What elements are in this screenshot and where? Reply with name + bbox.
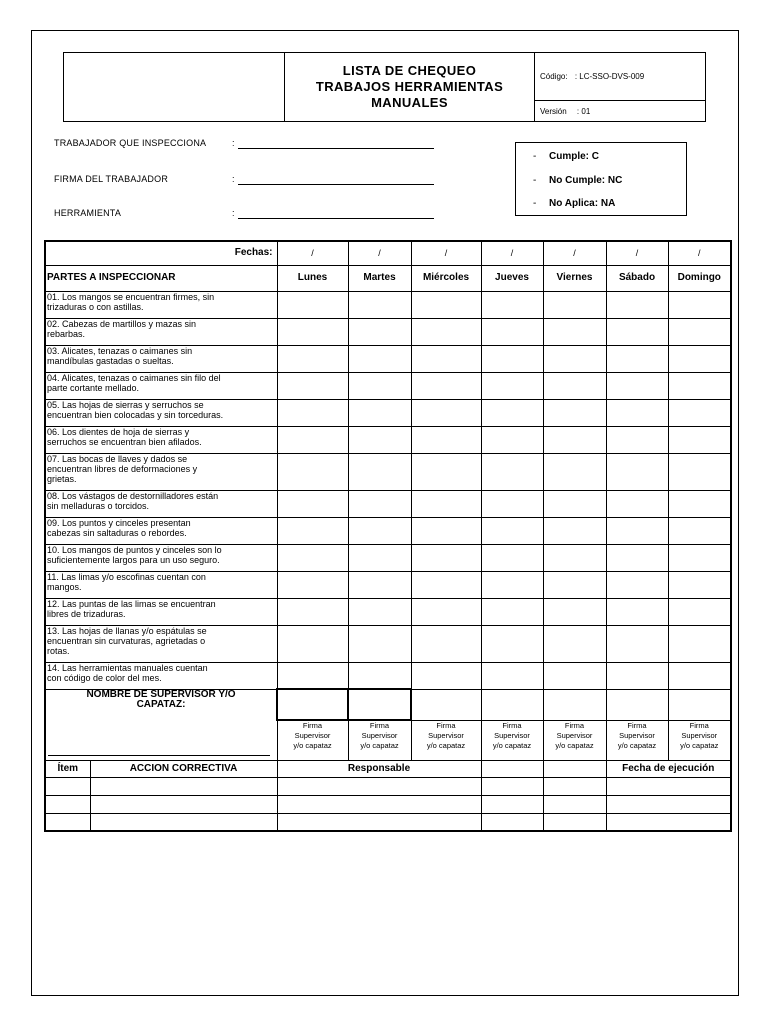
accion-fecha-cell[interactable] (606, 777, 731, 795)
table-row (45, 490, 731, 517)
check-cell[interactable] (348, 291, 411, 318)
firma-cell (481, 720, 543, 760)
accion-extra-cell[interactable] (543, 795, 606, 813)
supervisor-row (45, 689, 731, 720)
title-line-3: MANUALES (371, 95, 448, 110)
item-text (45, 598, 277, 625)
check-cell[interactable] (411, 490, 481, 517)
accion-row (45, 795, 731, 813)
check-cell[interactable] (606, 544, 668, 571)
check-cell[interactable] (277, 399, 348, 426)
check-cell[interactable] (277, 318, 348, 345)
empty-header (481, 760, 543, 777)
check-cell[interactable] (543, 598, 606, 625)
check-cell[interactable] (348, 453, 411, 490)
accion-item-cell[interactable] (45, 777, 90, 795)
check-cell[interactable] (411, 517, 481, 544)
accion-extra-cell[interactable] (481, 813, 543, 831)
table-row (45, 399, 731, 426)
check-cell[interactable] (668, 571, 731, 598)
check-cell[interactable] (668, 598, 731, 625)
check-cell[interactable] (348, 345, 411, 372)
firma-text: Supervisor (294, 731, 331, 740)
table-row (45, 571, 731, 598)
check-cell[interactable] (411, 291, 481, 318)
accion-item-cell[interactable] (45, 795, 90, 813)
check-cell[interactable] (348, 318, 411, 345)
item-line: 09. Los puntos y cinceles presentan (47, 517, 191, 528)
field-herramienta[interactable] (54, 208, 454, 222)
version-label: Versión (540, 106, 567, 116)
legend-cumple (533, 151, 599, 162)
check-cell[interactable] (411, 544, 481, 571)
item-line: 08. Los vástagos de destornilladores están (47, 490, 219, 501)
item-line: 06. Los dientes de hoja de sierras y (47, 426, 190, 437)
check-cell[interactable] (668, 399, 731, 426)
form-title (285, 53, 535, 122)
firma-cell (606, 720, 668, 760)
item-line: 12. Las puntas de las limas se encuentran (47, 598, 216, 609)
check-cell[interactable] (668, 426, 731, 453)
firma-text: Supervisor (681, 730, 718, 740)
inspection-table (44, 240, 732, 832)
check-cell[interactable] (668, 517, 731, 544)
check-cell[interactable] (606, 490, 668, 517)
fecha-ejecucion-header: Fecha de ejecución (606, 760, 731, 777)
check-cell[interactable] (606, 571, 668, 598)
accion-extra-cell[interactable] (543, 813, 606, 831)
title-line-1: LISTA DE CHEQUEO (342, 63, 477, 78)
supervisor-sign-cell[interactable] (411, 689, 481, 720)
field-trabajador[interactable] (54, 138, 454, 152)
check-cell[interactable] (277, 453, 348, 490)
field-herramienta-line[interactable] (238, 218, 434, 219)
table-row (45, 291, 731, 318)
item-text (45, 426, 277, 453)
item-line: encuentran libres de deformaciones y (47, 463, 198, 474)
item-line: encuentran sin curvaturas, agrietadas o (47, 635, 206, 646)
legend-dash: - (533, 175, 537, 186)
check-cell[interactable] (411, 399, 481, 426)
accion-text-cell[interactable] (90, 813, 277, 831)
dates-row (45, 241, 731, 265)
item-text (45, 517, 277, 544)
check-cell[interactable] (543, 453, 606, 490)
legend-dash: - (533, 151, 537, 162)
item-header: Ítem (45, 760, 90, 777)
check-cell[interactable] (606, 662, 668, 689)
accion-text-cell[interactable] (90, 777, 277, 795)
accion-responsable-cell[interactable] (277, 813, 481, 831)
supervisor-sign-cell[interactable] (481, 689, 543, 720)
legend-no-cumple (533, 175, 622, 186)
firma-text: Supervisor (556, 730, 593, 740)
check-cell[interactable] (277, 291, 348, 318)
check-cell[interactable] (411, 372, 481, 399)
check-cell[interactable] (606, 453, 668, 490)
accion-fecha-cell[interactable] (606, 813, 731, 831)
firma-text: Firma (302, 721, 323, 730)
day-header: Sábado (606, 265, 668, 291)
firma-cell (668, 720, 731, 760)
field-firma-line[interactable] (238, 184, 434, 185)
field-trabajador-line[interactable] (238, 148, 434, 149)
day-header: Jueves (481, 265, 543, 291)
accion-extra-cell[interactable] (543, 777, 606, 795)
firma-text: Supervisor (494, 730, 530, 740)
item-line: rotas. (47, 645, 70, 656)
item-line: 10. Los mangos de puntos y cinceles son lo (47, 544, 222, 555)
check-cell[interactable] (277, 426, 348, 453)
accion-extra-cell[interactable] (481, 777, 543, 795)
item-line: mangos. (47, 581, 82, 592)
firma-text: Firma (564, 720, 585, 730)
check-cell[interactable] (543, 517, 606, 544)
check-cell[interactable] (348, 517, 411, 544)
form-header (63, 52, 706, 122)
field-herramienta-label: HERRAMIENTA (54, 208, 122, 218)
firma-text: Firma (689, 720, 709, 730)
check-cell[interactable] (481, 291, 543, 318)
day-header: Martes (348, 265, 411, 291)
check-cell[interactable] (277, 345, 348, 372)
item-text (45, 453, 277, 490)
check-cell[interactable] (277, 372, 348, 399)
item-line: 14. Las herramientas manuales cuentan (47, 662, 208, 673)
check-cell[interactable] (277, 517, 348, 544)
item-line: 03. Alicates, tenazas o caimanes sin (47, 345, 193, 356)
accion-responsable-cell[interactable] (277, 777, 481, 795)
field-firma[interactable] (54, 174, 454, 188)
table-row (45, 426, 731, 453)
item-text (45, 399, 277, 426)
legend-text: Cumple: C (549, 151, 599, 162)
item-line: parte cortante mellado. (47, 382, 140, 393)
item-line: cabezas sin saltaduras o rebordes. (47, 527, 187, 538)
check-cell[interactable] (543, 490, 606, 517)
date-cell[interactable]: / (543, 241, 606, 265)
check-cell[interactable] (481, 544, 543, 571)
item-text (45, 318, 277, 345)
firma-text: y/o capataz (680, 740, 719, 750)
check-cell[interactable] (543, 625, 606, 662)
version-value: : 01 (576, 106, 591, 116)
check-cell[interactable] (606, 426, 668, 453)
item-line: mandíbulas gastadas o sueltas. (47, 355, 174, 366)
accion-header: ACCION CORRECTIVA (90, 760, 277, 777)
check-cell[interactable] (543, 372, 606, 399)
check-cell[interactable] (411, 662, 481, 689)
check-cell[interactable] (481, 426, 543, 453)
legend-text: No Aplica: NA (549, 198, 616, 209)
check-cell[interactable] (481, 399, 543, 426)
supervisor-sign-cell[interactable] (668, 689, 731, 720)
item-line: sin melladuras o torcidos. (47, 500, 150, 511)
table-row (45, 662, 731, 689)
codigo-cell (535, 53, 706, 101)
check-cell[interactable] (481, 517, 543, 544)
responsable-header: Responsable (277, 760, 481, 777)
check-cell[interactable] (411, 345, 481, 372)
check-cell[interactable] (606, 345, 668, 372)
item-text (45, 662, 277, 689)
table-row (45, 318, 731, 345)
item-text (45, 490, 277, 517)
check-cell[interactable] (411, 598, 481, 625)
item-text (45, 544, 277, 571)
item-line: 05. Las hojas de sierras y serruchos se (47, 399, 204, 410)
accion-item-cell[interactable] (45, 813, 90, 831)
item-line: 07. Las bocas de llaves y dados se (47, 453, 188, 464)
check-cell[interactable] (348, 426, 411, 453)
check-cell[interactable] (277, 490, 348, 517)
firma-text: Supervisor (361, 731, 398, 740)
table-row (45, 345, 731, 372)
firma-text: y/o capataz (555, 740, 594, 750)
check-cell[interactable] (606, 372, 668, 399)
supervisor-sign-cell[interactable] (348, 689, 411, 720)
check-cell[interactable] (481, 490, 543, 517)
logo-cell (64, 53, 285, 122)
check-cell[interactable] (668, 625, 731, 662)
check-cell[interactable] (277, 544, 348, 571)
item-line: serruchos se encuentran bien afilados. (47, 436, 202, 447)
check-cell[interactable] (668, 291, 731, 318)
check-cell[interactable] (277, 571, 348, 598)
check-cell[interactable] (668, 345, 731, 372)
item-line: 01. Los mangos se encuentran firmes, sin (47, 291, 215, 302)
check-cell[interactable] (277, 662, 348, 689)
field-firma-label: FIRMA DEL TRABAJADOR (54, 174, 169, 184)
accion-text-cell[interactable] (90, 795, 277, 813)
date-cell[interactable]: / (606, 241, 668, 265)
accion-row (45, 813, 731, 831)
date-cell[interactable]: / (411, 241, 481, 265)
supervisor-sign-cell[interactable] (277, 689, 348, 720)
check-cell[interactable] (348, 625, 411, 662)
date-cell[interactable]: / (277, 241, 348, 265)
check-cell[interactable] (411, 453, 481, 490)
table-row (45, 453, 731, 490)
check-cell[interactable] (277, 625, 348, 662)
parts-header: PARTES A INSPECCIONAR (45, 265, 277, 291)
supervisor-label: NOMBRE DE SUPERVISOR Y/O (86, 688, 236, 700)
check-cell[interactable] (668, 544, 731, 571)
check-cell[interactable] (481, 345, 543, 372)
table-row (45, 544, 731, 571)
item-line: trizaduras o con astillas. (47, 301, 144, 312)
supervisor-sign-cell[interactable] (606, 689, 668, 720)
check-cell[interactable] (411, 318, 481, 345)
check-cell[interactable] (481, 571, 543, 598)
item-line: 04. Alicates, tenazas o caimanes sin filo del (47, 372, 221, 383)
firma-text: y/o capataz (426, 740, 466, 750)
check-cell[interactable] (543, 318, 606, 345)
item-line: 13. Las hojas de llanas y/o espátulas se (47, 625, 207, 636)
check-cell[interactable] (411, 571, 481, 598)
check-cell[interactable] (481, 318, 543, 345)
check-cell[interactable] (606, 625, 668, 662)
item-line: 11. Las limas y/o escofinas cuentan con (47, 571, 206, 582)
item-line: con código de color del mes. (47, 672, 162, 683)
days-header-row (45, 265, 731, 291)
legend-text: No Cumple: NC (549, 175, 623, 186)
check-cell[interactable] (411, 426, 481, 453)
check-cell[interactable] (543, 662, 606, 689)
check-cell[interactable] (668, 372, 731, 399)
day-header: Miércoles (411, 265, 481, 291)
check-cell[interactable] (481, 625, 543, 662)
firma-text: Supervisor (619, 730, 655, 740)
version-cell (535, 101, 706, 122)
check-cell[interactable] (277, 598, 348, 625)
form-page (31, 30, 739, 996)
check-cell[interactable] (668, 662, 731, 689)
firma-cell (277, 720, 348, 760)
item-line: libres de trizaduras. (47, 608, 126, 619)
day-header: Viernes (543, 265, 606, 291)
check-cell[interactable] (348, 662, 411, 689)
item-text (45, 345, 277, 372)
check-cell[interactable] (606, 399, 668, 426)
supervisor-signature-line (48, 755, 270, 756)
colon: : (232, 138, 235, 148)
check-cell[interactable] (348, 571, 411, 598)
date-cell[interactable]: / (668, 241, 731, 265)
check-cell[interactable] (543, 426, 606, 453)
firma-text: Firma (502, 720, 522, 730)
table-row (45, 598, 731, 625)
empty-header (543, 760, 606, 777)
table-row (45, 372, 731, 399)
supervisor-sign-cell[interactable] (543, 689, 606, 720)
day-header: Lunes (277, 265, 348, 291)
check-cell[interactable] (411, 625, 481, 662)
accion-responsable-cell[interactable] (277, 795, 481, 813)
check-cell[interactable] (543, 291, 606, 318)
firma-text: y/o capataz (617, 740, 657, 750)
item-text (45, 372, 277, 399)
firma-text: Firma (369, 721, 390, 730)
date-cell[interactable]: / (481, 241, 543, 265)
check-cell[interactable] (668, 318, 731, 345)
check-cell[interactable] (543, 544, 606, 571)
item-text (45, 571, 277, 598)
legend-dash: - (533, 198, 537, 209)
check-cell[interactable] (348, 372, 411, 399)
check-cell[interactable] (481, 662, 543, 689)
firma-cell (411, 720, 481, 760)
check-cell[interactable] (348, 544, 411, 571)
codigo-value: : LC-SSO-DVS-009 (574, 72, 645, 81)
firma-cell (543, 720, 606, 760)
accion-extra-cell[interactable] (481, 795, 543, 813)
firma-text: y/o capataz (492, 740, 532, 750)
check-cell[interactable] (606, 517, 668, 544)
day-header: Domingo (668, 265, 731, 291)
check-cell[interactable] (606, 291, 668, 318)
check-cell[interactable] (543, 345, 606, 372)
fechas-label: Fechas: (45, 241, 277, 265)
item-line: 02. Cabezas de martillos y mazas sin (47, 318, 197, 329)
accion-row (45, 777, 731, 795)
item-text (45, 625, 277, 662)
firma-text: Firma (627, 720, 647, 730)
check-cell[interactable] (348, 399, 411, 426)
legend-box (515, 142, 687, 216)
check-cell[interactable] (348, 490, 411, 517)
firma-cell (348, 720, 411, 760)
check-cell[interactable] (481, 598, 543, 625)
firma-text: Supervisor (428, 730, 464, 740)
check-cell[interactable] (668, 453, 731, 490)
check-cell[interactable] (668, 490, 731, 517)
title-line-2: TRABAJOS HERRAMIENTAS (315, 79, 504, 94)
check-cell[interactable] (481, 453, 543, 490)
accion-header-row (45, 760, 731, 777)
item-text (45, 291, 277, 318)
accion-fecha-cell[interactable] (606, 795, 731, 813)
item-line: encuentran bien colocadas y sin torceduras. (47, 409, 224, 420)
table-row (45, 517, 731, 544)
supervisor-label-2: CAPATAZ: (136, 698, 186, 710)
firma-text: Firma (436, 720, 456, 730)
table-row (45, 625, 731, 662)
legend-no-aplica (533, 198, 615, 209)
item-line: suficientemente largos para un uso seguro. (47, 554, 220, 565)
check-cell[interactable] (543, 571, 606, 598)
firma-text: y/o capataz (293, 741, 332, 750)
check-cell[interactable] (481, 372, 543, 399)
firma-text: y/o capataz (360, 741, 399, 750)
colon: : (232, 208, 235, 218)
item-line: rebarbas. (47, 328, 86, 339)
codigo-label: Código: (540, 72, 568, 81)
date-cell[interactable]: / (348, 241, 411, 265)
supervisor-name-cell[interactable] (45, 689, 277, 760)
field-trabajador-label: TRABAJADOR QUE INSPECCIONA (54, 138, 207, 148)
check-cell[interactable] (543, 399, 606, 426)
colon: : (232, 174, 235, 184)
item-line: grietas. (47, 473, 77, 484)
check-cell[interactable] (606, 318, 668, 345)
check-cell[interactable] (348, 598, 411, 625)
check-cell[interactable] (606, 598, 668, 625)
